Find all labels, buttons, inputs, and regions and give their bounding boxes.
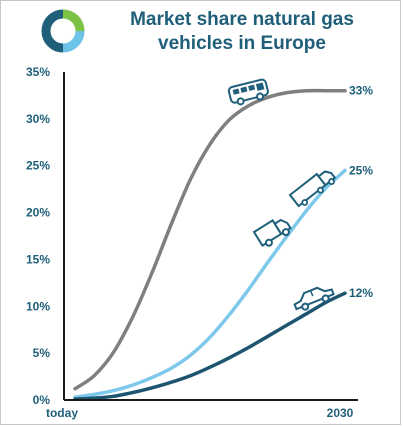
series-lines bbox=[75, 91, 345, 400]
series-end-label-1: 33% bbox=[349, 83, 374, 98]
bus-icon bbox=[228, 79, 269, 107]
y-tick-label: 10% bbox=[25, 299, 50, 314]
van-icon bbox=[254, 215, 293, 249]
y-tick-label: 25% bbox=[25, 158, 50, 173]
y-tick-label: 20% bbox=[25, 205, 50, 220]
x-tick-label-start: today bbox=[45, 406, 79, 420]
y-tick-label: 35% bbox=[25, 65, 50, 79]
y-tick-label: 0% bbox=[32, 393, 50, 407]
series-end-label-2: 25% bbox=[349, 163, 374, 178]
y-tick-label: 30% bbox=[25, 111, 50, 126]
x-tick-label-end: 2030 bbox=[326, 406, 354, 420]
y-tick-label: 15% bbox=[25, 252, 50, 267]
chart-title-line2: vehicles in Europe bbox=[158, 33, 326, 54]
y-tick-label: 5% bbox=[32, 346, 50, 361]
y-axis-ticks bbox=[26, 65, 50, 407]
chart-title-line1: Market share natural gas bbox=[130, 9, 354, 30]
series-line-1 bbox=[75, 91, 345, 389]
series-end-label-3: 12% bbox=[349, 286, 374, 301]
series-end-labels bbox=[349, 84, 373, 300]
